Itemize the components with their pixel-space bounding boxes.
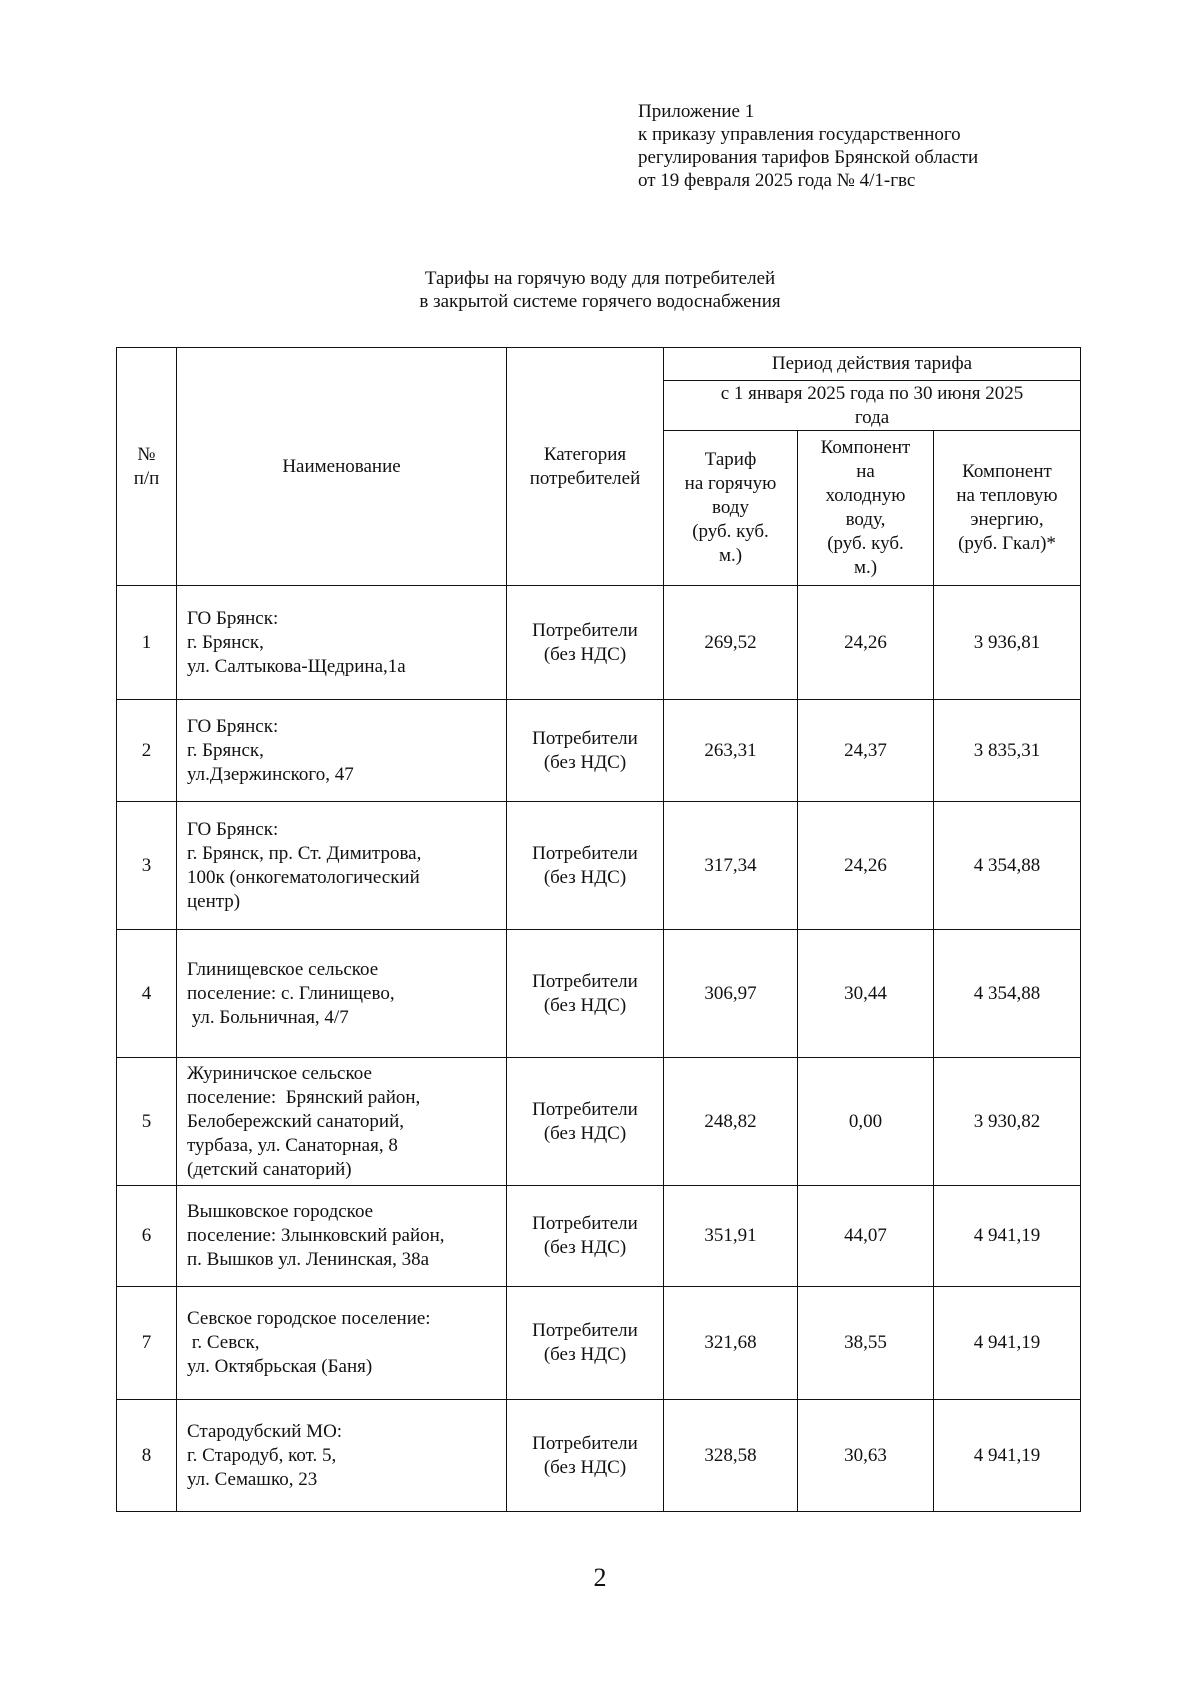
row-category-line: (без НДС) [543,1237,627,1258]
appendix-line: регулирования тарифов Брянской области [638,147,979,168]
row-name [177,1287,507,1400]
header-category [507,348,664,586]
header-subperiod-line: с 1 января 2025 года по 30 июня 2025 [720,382,1024,404]
row-cold: 24,37 [798,700,934,802]
header-tariff-line: на горячую [684,473,777,494]
row-name-line: Глинищевское сельское [187,958,379,980]
row-cold: 0,00 [798,1058,934,1186]
row-name-line: Журиничское сельское [187,1062,372,1084]
header-cold-line: (руб. куб. [827,533,904,554]
header-heat-line: Компонент [962,461,1052,482]
row-category-line: Потребители [532,619,638,641]
row-category-line: (без НДС) [543,1122,627,1144]
row-name-line: ул. Салтыкова-Щедрина,1а [187,655,406,677]
table-row [117,930,1081,1058]
title-line-2: в закрытой системе горячего водоснабжения [419,291,781,312]
row-category-line: (без НДС) [543,643,627,665]
row-heat: 3 835,31 [934,700,1081,802]
row-name-line: Вышковское городское [187,1201,374,1222]
header-period: Период действия тарифа [664,348,1081,381]
header-heat-line: на тепловую [956,485,1058,506]
row-name-line: Стародубский МО: [187,1420,343,1442]
row-tariff: 317,34 [664,802,798,930]
row-category [507,1287,664,1400]
table-row [117,1287,1081,1400]
row-tariff: 306,97 [664,930,798,1058]
row-num: 2 [117,700,177,802]
row-heat: 4 941,19 [934,1400,1081,1512]
row-name-line: 100к (онкогематологический [187,866,420,888]
row-tariff: 321,68 [664,1287,798,1400]
row-category [507,1400,664,1512]
header-cold-line: на [856,461,875,482]
row-category-line: Потребители [532,1098,638,1120]
table-row [117,1400,1081,1512]
row-category [507,802,664,930]
page-number: 2 [593,1563,607,1592]
appendix-block [638,100,1078,192]
row-name-line: поселение: Брянский район, [187,1086,421,1108]
header-tariff [664,431,798,586]
row-name-line: ГО Брянск: [187,818,279,840]
row-heat: 4 941,19 [934,1186,1081,1287]
header-cold-water [798,431,934,586]
appendix-line: к приказу управления государственного [638,124,961,145]
row-cold: 38,55 [798,1287,934,1400]
row-name-line: Севское городское поселение: [187,1308,431,1329]
row-tariff: 263,31 [664,700,798,802]
row-name-line: ГО Брянск: [187,607,279,629]
header-num-line: п/п [133,467,160,489]
header-heat-line: энергию, [970,509,1044,530]
row-tariff: 328,58 [664,1400,798,1512]
header-heat-line: (руб. Гкал)* [958,533,1056,554]
row-cold: 44,07 [798,1186,934,1287]
table-row [117,700,1081,802]
row-heat: 4 354,88 [934,930,1081,1058]
row-name-line: Белобережский санаторий, [187,1110,404,1132]
row-name-line: (детский санаторий) [187,1158,352,1180]
header-cold-line: воду, [845,509,886,530]
header-num [117,348,177,586]
row-name [177,586,507,700]
row-category-line: (без НДС) [543,994,627,1016]
row-name-line: г. Брянск, [187,631,264,653]
row-heat: 4 941,19 [934,1287,1081,1400]
row-heat: 4 354,88 [934,802,1081,930]
row-name-line: ул.Дзержинского, 47 [187,763,354,785]
row-category-line: (без НДС) [543,751,627,773]
row-name-line: ГО Брянск: [187,715,279,737]
row-tariff: 351,91 [664,1186,798,1287]
header-cold-line: м.) [853,557,878,578]
table-row [117,802,1081,930]
header-tariff-line: (руб. куб. [692,521,769,542]
table-row [117,586,1081,700]
row-name-line: турбаза, ул. Санаторная, 8 [187,1134,398,1156]
row-name [177,930,507,1058]
header-cold-line: Компонент [820,437,911,458]
row-name-line: ул. Семашко, 23 [187,1468,318,1490]
row-category-line: Потребители [532,1213,638,1234]
row-heat: 3 936,81 [934,586,1081,700]
row-category [507,700,664,802]
row-num: 7 [117,1287,177,1400]
header-num-line: № [137,443,156,465]
row-tariff: 269,52 [664,586,798,700]
header-cold-line: холодную [825,485,906,506]
header-subperiod-line: года [854,406,890,428]
row-num: 5 [117,1058,177,1186]
header-heat-energy [934,431,1081,586]
row-num: 3 [117,802,177,930]
row-cold: 24,26 [798,586,934,700]
header-tariff-line: воду [712,497,749,518]
header-tariff-line: Тариф [704,449,757,470]
row-name-line: г. Севск, [187,1332,260,1353]
header-category-line: Категория [543,443,627,465]
row-name [177,1058,507,1186]
tariff-table-wrapper [116,347,1081,1512]
appendix-line: от 19 февраля 2025 года № 4/1-гвс [638,170,916,191]
title-line-1: Тарифы на горячую воду для потребителей [424,268,776,289]
row-name-line: г. Брянск, пр. Ст. Димитрова, [187,842,422,864]
appendix-line: Приложение 1 [638,101,755,122]
row-category-line: Потребители [532,727,638,749]
row-cold: 24,26 [798,802,934,930]
row-category [507,1186,664,1287]
row-num: 8 [117,1400,177,1512]
row-category-line: (без НДС) [543,1456,627,1478]
row-heat: 3 930,82 [934,1058,1081,1186]
row-name-line: п. Вышков ул. Ленинская, 38а [187,1249,430,1270]
row-name-line: центр) [187,890,241,912]
row-name [177,1186,507,1287]
table-row [117,1186,1081,1287]
row-cold: 30,44 [798,930,934,1058]
row-name-line: г. Брянск, [187,739,264,761]
row-tariff: 248,82 [664,1058,798,1186]
row-category [507,586,664,700]
row-num: 6 [117,1186,177,1287]
row-category [507,930,664,1058]
header-row-period [117,348,1081,381]
row-category-line: Потребители [532,970,638,992]
header-subperiod [664,381,1081,431]
row-category-line: (без НДС) [543,1344,627,1365]
header-name: Наименование [177,348,507,586]
row-category-line: Потребители [532,1432,638,1454]
row-name [177,700,507,802]
row-name-line: поселение: с. Глинищево, [187,982,395,1004]
row-name-line: ул. Больничная, 4/7 [187,1006,349,1028]
document-title [300,267,900,313]
row-category [507,1058,664,1186]
row-category-line: Потребители [532,842,638,864]
row-name [177,1400,507,1512]
row-cold: 30,63 [798,1400,934,1512]
row-category-line: Потребители [532,1320,638,1341]
tariff-table [116,347,1081,1512]
header-tariff-line: м.) [718,545,743,566]
row-name [177,802,507,930]
table-row [117,1058,1081,1186]
row-category-line: (без НДС) [543,866,627,888]
row-num: 4 [117,930,177,1058]
header-category-line: потребителей [529,467,641,489]
row-num: 1 [117,586,177,700]
row-name-line: поселение: Злынковский район, [187,1225,445,1246]
row-name-line: ул. Октябрьская (Баня) [187,1356,373,1377]
row-name-line: г. Стародуб, кот. 5, [187,1444,337,1466]
